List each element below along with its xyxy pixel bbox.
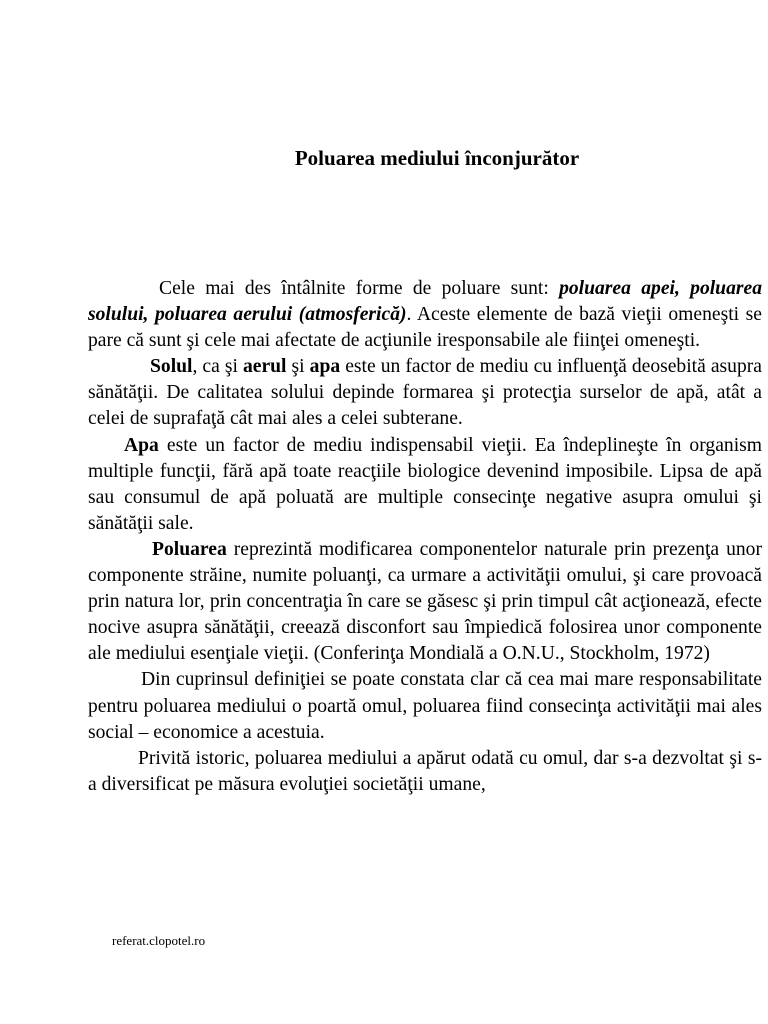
paragraph-text: . Aceste elemente de bază vieţii omeneşti se pare că sunt şi cele mai afectate de acţiunile iresponsabile ale fiinţei omeneşti. [88,304,763,352]
term-water: apa [309,356,341,378]
paragraph-text: Cele mai des întâlnite forme de poluare sunt: [159,278,560,299]
paragraph-text: , ca şi [192,356,243,378]
paragraph-responsibility [88,667,762,745]
paragraph-pollution-definition [88,537,762,667]
paragraph-history [88,746,762,798]
paragraph-text: este un factor de mediu cu influenţă deosebită asupra sănătăţii. De calitatea solului depinde formarea şi protecţia surselor de apă, atât a celei de suprafaţă cât mai ales a celei subterane. [88,356,762,430]
paragraph-water [88,433,762,537]
paragraph-text: Din cuprinsul definiţiei se poate constata clar că cea mai mare responsabilitate pentru poluarea mediului o poartă omul, poluarea fiind consecinţa activităţii mai ales social – economice a acestuia. [88,669,762,743]
paragraph-text: este un factor de mediu indispensabil vieţii. Ea îndeplineşte în organism multiple funcţii, fără apă toate reacţiile biologice devenind imposibile. Lipsa de apă sau consumul de apă poluată are multiple consecinţe negative asupra omului şi sănătăţii sale. [88,434,762,534]
document-body [88,276,762,798]
term-water-heading: Apa [124,434,159,456]
paragraph-soil [88,354,762,432]
footer-source: referat.clopotel.ro [112,933,206,948]
term-soil: Solul [150,356,193,378]
paragraph-text: şi [286,356,310,378]
term-air: aerul [242,356,287,378]
paragraph-forms-of-pollution [88,276,762,354]
emphasis-pollution-types: poluarea apei, poluarea solului, poluarea aerului (atmosferică) [88,278,762,326]
paragraph-text: Privită istoric, poluarea mediului a apărut odată cu omul, dar s-a dezvoltat şi s-a diversificat pe măsura evoluţiei societăţii umane, [88,747,762,795]
paragraph-text: reprezintă modificarea componentelor naturale prin prezenţa unor componente străine, numite poluanţi, ca urmare a activităţii omului, şi care provoacă prin natura lor, prin concentraţia în care se găsesc şi prin timpul cât acţionează, efecte nocive asupra sănătăţii, creează disconfort sau împiedică folosirea unor componente ale mediului esenţiale vieţii. (Conferinţa Mondială a O.N.U., Stockholm, 1972) [88,538,762,665]
term-pollution: Poluarea [152,538,227,560]
document-title: Poluarea mediului înconjurător [294,146,580,170]
